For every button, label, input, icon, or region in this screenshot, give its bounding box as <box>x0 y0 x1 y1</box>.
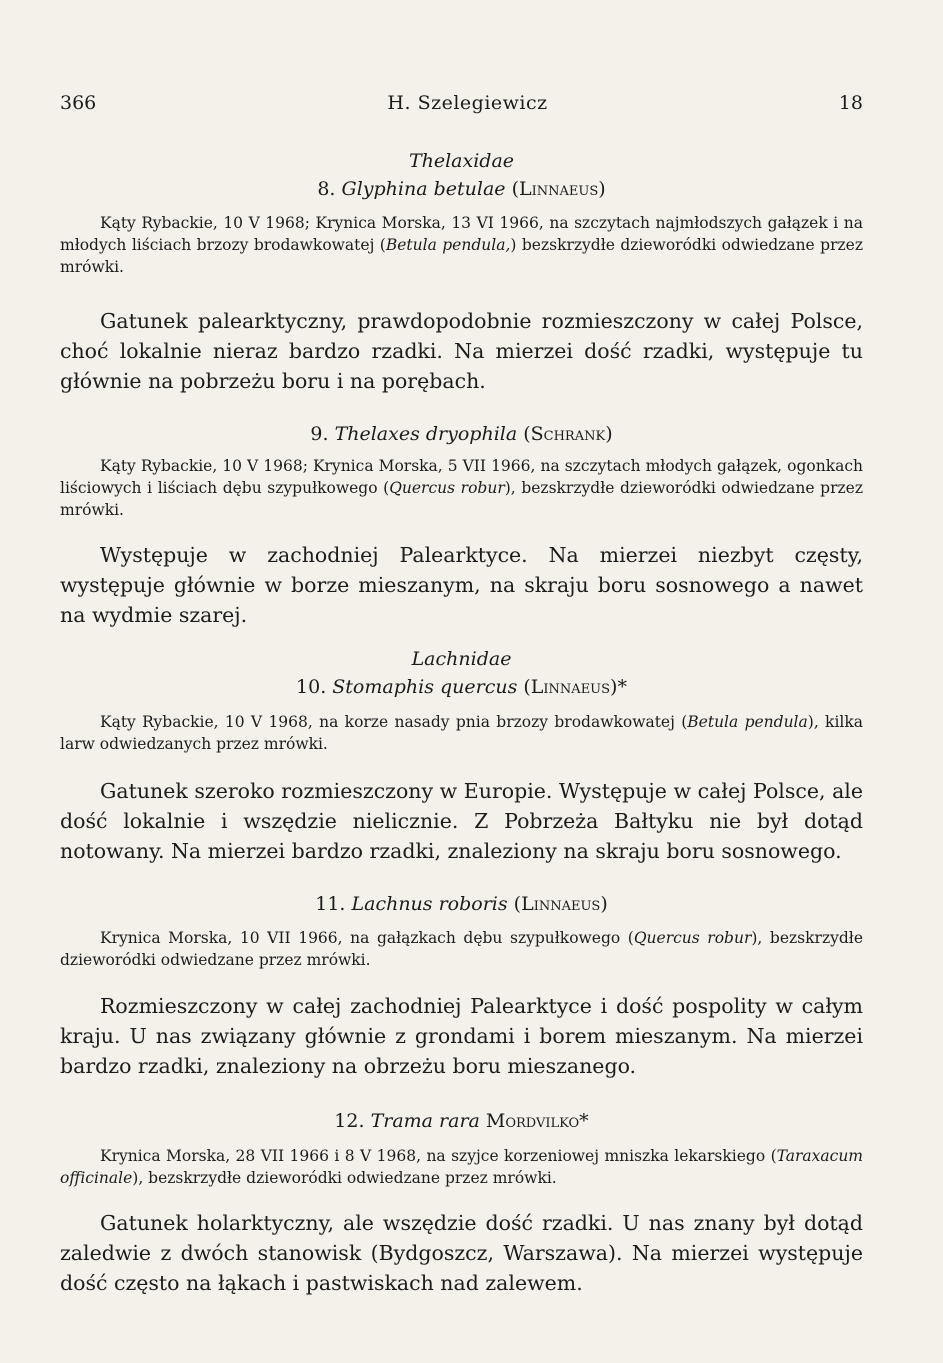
running-head-author: H. Szelegiewicz <box>387 92 548 114</box>
species-paragraph-10: Gatunek szeroko rozmieszczony w Europie. Występuje w całej Polsce, ale dość lokalnie i wszędzie nielicznie. Z Pobrzeża Bałtyku nie był dotąd notowany. Na mierzei bardzo rzadki, znaleziony na skraju boru sosnowego. <box>60 779 863 863</box>
record-host-latin: Quercus robur <box>389 479 505 497</box>
species-author: (Linnaeus) <box>511 178 606 200</box>
species-name: Stomaphis quercus <box>332 676 518 698</box>
record-text: Kąty Rybackie, 10 V 1968, na korze nasady pnia brzozy brodawkowatej ( <box>100 713 688 731</box>
species-author: Mordvilko* <box>485 1110 589 1132</box>
page-number: 366 <box>60 92 97 114</box>
species-name: Lachnus roboris <box>351 893 508 915</box>
species-heading-12 <box>60 1110 863 1132</box>
record-host-latin: Taraxacum officinale <box>60 1147 863 1187</box>
record-text: ), bezskrzydłe dzieworódki odwiedzane przez mrówki. <box>60 479 864 519</box>
volume-number: 18 <box>838 92 863 114</box>
species-record-12 <box>60 1145 863 1189</box>
record-host-latin: Betula pendula, <box>385 236 511 254</box>
record-text: ), kilka larw odwiedzanych przez mrówki. <box>60 713 863 753</box>
species-paragraph-9: Występuje w zachodniej Palearktyce. Na mierzei niezbyt częsty, występuje głównie w borze mieszanym, na skraju boru sosnowego a nawet na wydmie szarej. <box>60 543 863 627</box>
species-author: (Linnaeus) <box>513 893 608 915</box>
species-name: Thelaxes dryophila <box>334 423 518 445</box>
species-author: (Schrank) <box>523 423 613 445</box>
record-text: ) bezskrzydłe dzieworódki odwiedzane przez mrówki. <box>60 236 863 276</box>
species-record-8 <box>60 212 863 278</box>
species-name: Trama rara <box>370 1110 480 1132</box>
species-number: 12. <box>334 1110 365 1132</box>
record-host-latin: Quercus robur <box>633 929 752 947</box>
record-text: Krynica Morska, 10 VII 1966, na gałązkach dębu szypułkowego ( <box>100 929 634 947</box>
species-paragraph-11: Rozmieszczony w całej zachodniej Palearktyce i dość pospolity w całym kraju. U nas związany głównie z grondami i borem mieszanym. Na mierzei bardzo rzadki, znaleziony na obrzeżu boru mieszanego. <box>60 994 863 1078</box>
family-heading-thelaxidae: Thelaxidae <box>408 150 515 172</box>
record-host-latin: Betula pendula <box>687 713 808 731</box>
record-text: ), bezskrzydłe dzieworódki odwiedzane przez mrówki. <box>132 1169 557 1187</box>
species-heading-10 <box>60 676 863 698</box>
species-number: 11. <box>315 893 346 915</box>
species-record-11 <box>60 927 863 971</box>
species-number: 8. <box>317 178 336 200</box>
record-text: Krynica Morska, 28 VII 1966 i 8 V 1968, na szyjce korzeniowej mniszka lekarskiego ( <box>100 1147 777 1165</box>
record-text: ), bezskrzydłe dzieworódki odwiedzane przez mrówki. <box>60 929 863 969</box>
species-record-9 <box>60 455 863 521</box>
species-heading-11 <box>60 893 863 915</box>
species-name: Glyphina betulae <box>341 178 506 200</box>
species-record-10 <box>60 711 863 755</box>
species-number: 9. <box>310 423 329 445</box>
species-number: 10. <box>296 676 327 698</box>
running-head <box>60 92 863 114</box>
species-heading-8 <box>60 178 863 200</box>
record-text: Kąty Rybackie, 10 V 1968; Krynica Morska, 5 VII 1966, na szczytach młodych gałązek, ogonkach liściowych i liściach dębu szypułkowego ( <box>60 457 863 497</box>
species-author: (Linnaeus)* <box>523 676 627 698</box>
species-heading-9 <box>60 423 863 445</box>
family-heading-lachnidae: Lachnidae <box>411 648 512 670</box>
species-paragraph-8: Gatunek palearktyczny, prawdopodobnie rozmieszczony w całej Polsce, choć lokalnie nieraz bardzo rzadki. Na mierzei dość rzadki, występuje tu głównie na pobrzeżu boru i na porębach. <box>60 309 863 393</box>
species-paragraph-12: Gatunek holarktyczny, ale wszędzie dość rzadki. U nas znany był dotąd zaledwie z dwóch stanowisk (Bydgoszcz, Warszawa). Na mierzei występuje dość często na łąkach i pastwiskach nad zalewem. <box>60 1211 863 1295</box>
record-text: Kąty Rybackie, 10 V 1968; Krynica Morska, 13 VI 1966, na szczytach najmłodszych gałązek i na młodych liściach brzozy brodawkowatej ( <box>60 214 863 254</box>
